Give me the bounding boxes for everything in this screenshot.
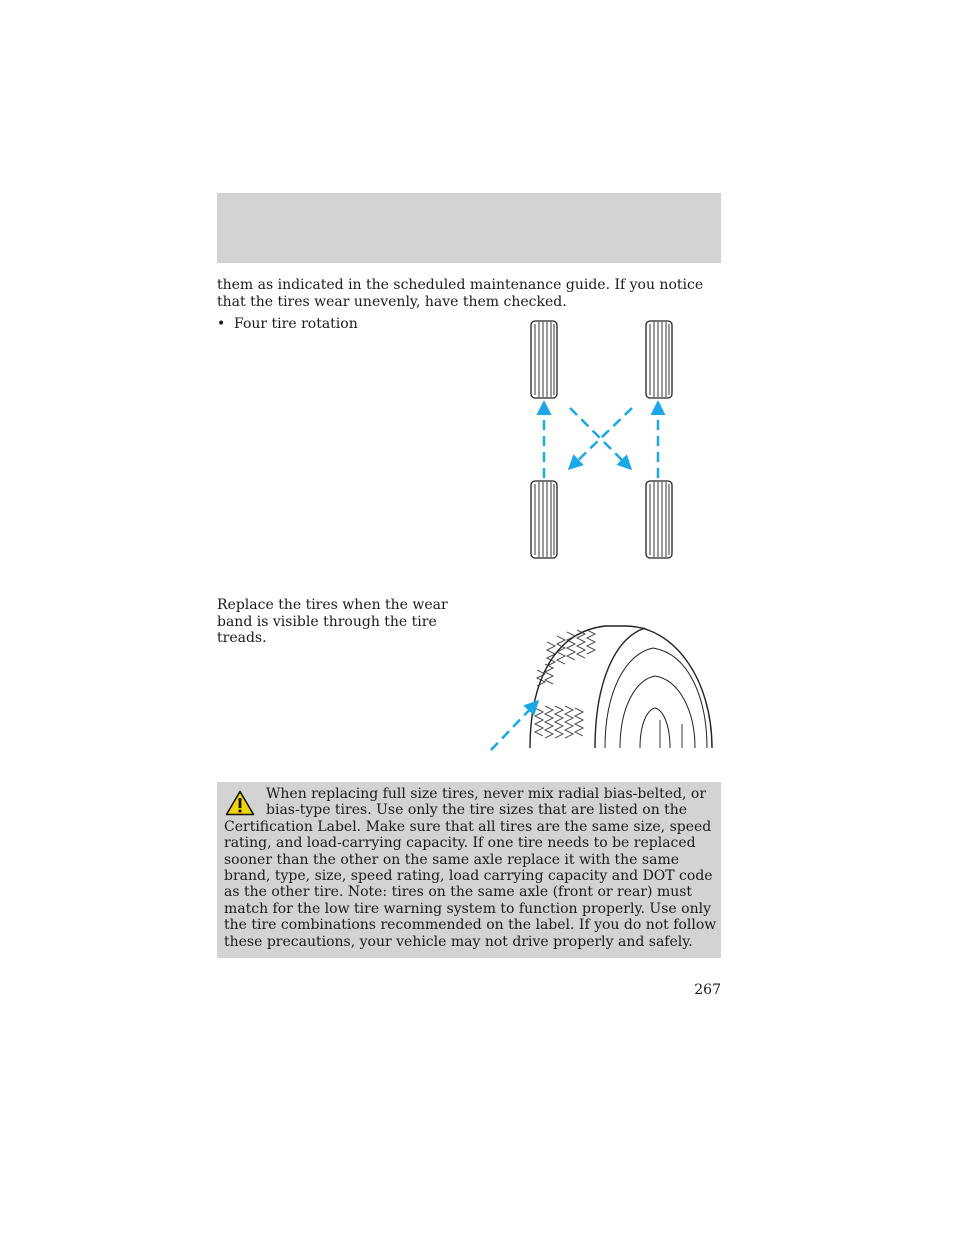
- tire-rotation-diagram: [520, 315, 690, 565]
- tire-wear-band-diagram: [485, 620, 720, 755]
- intro-paragraph: them as indicated in the scheduled maintenance guide. If you notice that the tires wear unevenly, have them checked.: [217, 277, 704, 310]
- tire-rear-right: [646, 481, 672, 558]
- warning-paragraph: [224, 786, 718, 950]
- wear-band-paragraph: Replace the tires when the wear band is visible through the tire treads.: [217, 597, 448, 646]
- bullet-item: [217, 316, 358, 333]
- tire-front-left: [531, 321, 557, 398]
- tread-chevrons: [535, 630, 595, 738]
- tire-rear-left: [531, 481, 557, 558]
- warning-text: When replacing full size tires, never mix radial bias-belted, or bias-type tires. Use only the tire sizes that are listed on the Certification Label. Make sure that all tires are the same size, speed rating, and load-carrying capacity. If one tire needs to be replaced sooner than the other on the same axle replace it with the same brand, type, size, speed rating, load carrying capacity and DOT code as the other tire. Note: tires on the same axle (front or rear) must match for the low tire warning system to function properly. Use only the tire combinations recommended on the label. If you do not follow these precautions, your vehicle may not drive properly and safely.: [224, 786, 717, 950]
- page-number: 267: [694, 982, 721, 998]
- bullet-label: Four tire rotation: [234, 316, 358, 332]
- bullet-symbol: •: [217, 316, 226, 332]
- warning-box: [217, 782, 721, 958]
- tire-front-right: [646, 321, 672, 398]
- header-band: [217, 193, 721, 263]
